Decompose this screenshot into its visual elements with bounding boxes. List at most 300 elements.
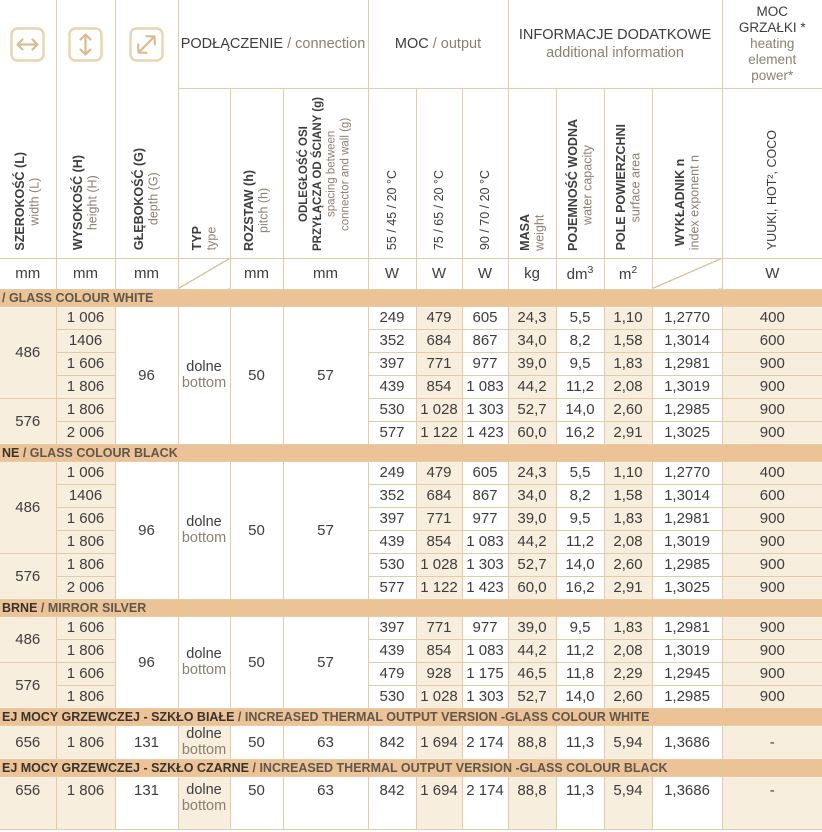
group-label-pl: INFORMACJE DODATKOWE (518, 26, 712, 43)
arrow-vertical-icon (57, 27, 115, 62)
data-cell: 1 694 (416, 776, 462, 829)
height-cell: 1 806 (56, 375, 115, 398)
height-cell: 1 006 (56, 306, 115, 329)
type-label-en: bottom (181, 797, 227, 814)
data-cell: 1 694 (416, 725, 462, 759)
data-cell: 900 (722, 398, 822, 421)
column-label-pl: POJEMNOŚĆ WODNA (565, 118, 580, 251)
column-label-en: pitch (h) (256, 187, 271, 233)
data-cell: 88,8 (508, 725, 556, 759)
rotated-label-wrap (369, 170, 416, 250)
unit-cell (230, 258, 283, 289)
data-cell: 900 (722, 576, 822, 599)
column-label-pl: ROZSTAW (h) (242, 169, 257, 251)
width-cell: 486 (0, 616, 56, 662)
data-cell: 577 (368, 576, 416, 599)
section-band (0, 759, 822, 776)
data-cell: 14,0 (556, 553, 604, 576)
depth-cell: 96 (115, 616, 178, 708)
data-row (0, 616, 822, 639)
group-header (508, 0, 722, 88)
unit-cell (508, 258, 556, 289)
height-cell: 1 806 (56, 398, 115, 421)
rotated-label-wrap (605, 124, 652, 250)
column-label-en: connector and wall (g) (339, 116, 352, 231)
data-cell: 842 (368, 776, 416, 829)
rotated-label-wrap (231, 170, 283, 251)
data-cell: 1 423 (462, 576, 508, 599)
unit-cell (604, 258, 652, 289)
column-header (368, 88, 416, 258)
rotated-label-wrap (0, 152, 56, 251)
rotated-label (673, 155, 702, 250)
group-label-en: additional information (546, 44, 684, 61)
data-cell: 1,2981 (652, 352, 722, 375)
data-row (0, 461, 822, 484)
unit-cell (556, 258, 604, 289)
height-cell: 1406 (56, 484, 115, 507)
unit-label: W (765, 265, 780, 282)
data-cell: 530 (368, 553, 416, 576)
section-title-en: / MIRROR SILVER (40, 600, 147, 615)
data-cell: 1,58 (604, 329, 652, 352)
type-label-en: bottom (181, 375, 227, 391)
data-cell: 439 (368, 375, 416, 398)
type-cell (178, 616, 230, 708)
height-cell: 1 806 (56, 725, 115, 759)
data-cell: 2,29 (604, 662, 652, 685)
rotated-label (432, 170, 446, 250)
data-cell: 439 (368, 530, 416, 553)
data-cell: 397 (368, 616, 416, 639)
group-label-en: heating (750, 35, 795, 51)
data-cell: 249 (368, 306, 416, 329)
data-cell: - (722, 725, 822, 759)
unit-cell (722, 258, 822, 289)
section-title-en: / INCREASED THERMAL OUTPUT VERSION -GLASS COLOUR WHITE (237, 709, 650, 724)
rotated-label-wrap (509, 214, 556, 251)
pitch-cell: 50 (230, 461, 283, 599)
data-cell: 11,2 (556, 639, 604, 662)
unit-label: mm (15, 265, 41, 282)
data-cell: 1,3019 (652, 530, 722, 553)
rotated-label-wrap (557, 119, 604, 251)
data-cell: 530 (368, 398, 416, 421)
data-cell: 600 (722, 484, 822, 507)
data-cell: - (722, 776, 822, 829)
data-cell: 1,58 (604, 484, 652, 507)
column-header (462, 88, 508, 258)
data-cell: 34,0 (508, 484, 556, 507)
data-cell: 11,2 (556, 375, 604, 398)
data-cell: 400 (722, 306, 822, 329)
data-cell: 684 (416, 329, 462, 352)
column-label-en: weight (532, 214, 547, 251)
data-cell: 600 (722, 329, 822, 352)
data-cell: 14,0 (556, 398, 604, 421)
data-cell: 1,83 (604, 352, 652, 375)
rotated-label (765, 130, 779, 250)
type-label-en: bottom (181, 530, 227, 546)
column-header (178, 88, 230, 258)
data-cell: 1 303 (462, 553, 508, 576)
column-header (416, 88, 462, 258)
unit-label: W (384, 265, 400, 282)
section-band (0, 708, 822, 725)
data-cell: 900 (722, 421, 822, 444)
type-cell (178, 461, 230, 599)
data-cell: 88,8 (508, 776, 556, 829)
height-cell: 1 806 (56, 639, 115, 662)
spacing-cell: 63 (283, 725, 368, 759)
unit-label: mm (244, 265, 269, 282)
data-cell: 9,5 (556, 352, 604, 375)
data-cell: 1,10 (604, 461, 652, 484)
column-label-en: type (204, 226, 218, 251)
data-cell: 60,0 (508, 421, 556, 444)
data-cell: 1,3014 (652, 484, 722, 507)
column-header (283, 88, 368, 258)
section-band-row (0, 759, 822, 776)
unit-label: kg (524, 265, 540, 282)
pitch-cell: 50 (230, 725, 283, 759)
data-cell: 1 083 (462, 375, 508, 398)
rotated-label (242, 170, 271, 251)
height-cell: 1 606 (56, 662, 115, 685)
data-cell: 60,0 (508, 576, 556, 599)
data-cell: 39,0 (508, 507, 556, 530)
column-label-pl: TYP (189, 226, 204, 251)
column-label-pl: 55 / 45 / 20 °C (384, 170, 399, 251)
data-cell: 8,2 (556, 329, 604, 352)
group-header (368, 0, 508, 88)
type-cell (178, 776, 230, 829)
data-cell: 249 (368, 461, 416, 484)
group-label-pl: MOC (394, 35, 429, 52)
group-label-pl: MOC (756, 3, 789, 19)
section-band (0, 444, 822, 461)
unit-cell (368, 258, 416, 289)
data-cell: 479 (416, 461, 462, 484)
data-cell: 1 028 (416, 553, 462, 576)
height-cell: 2 006 (56, 421, 115, 444)
table-header (0, 0, 822, 289)
data-cell: 771 (416, 352, 462, 375)
data-cell: 867 (462, 484, 508, 507)
type-label-pl: dolne (186, 514, 222, 530)
data-cell: 11,3 (556, 725, 604, 759)
column-label-en: index exponent n (687, 155, 702, 251)
data-cell: 1,2945 (652, 662, 722, 685)
column-header (230, 88, 283, 258)
data-cell: 2 174 (462, 725, 508, 759)
height-cell: 1406 (56, 329, 115, 352)
column-label-pl: PRZYŁĄCZA OD ŚCIANY (g) (311, 96, 324, 251)
group-label-en: / output (432, 35, 482, 52)
dimension-column-header (0, 0, 56, 258)
unit-cell (115, 258, 178, 289)
data-cell: 900 (722, 662, 822, 685)
data-row (0, 306, 822, 329)
column-label-pl: GŁĘBOKOŚĆ (G) (132, 148, 147, 251)
column-header (604, 88, 652, 258)
data-cell: 2,91 (604, 576, 652, 599)
column-label-pl: SZEROKOŚĆ (L) (13, 151, 28, 251)
column-header (508, 88, 556, 258)
data-cell: 2,60 (604, 398, 652, 421)
width-cell: 576 (0, 553, 56, 599)
unit-cell (0, 258, 56, 289)
data-cell: 24,3 (508, 306, 556, 329)
data-cell: 1,3019 (652, 375, 722, 398)
data-cell: 5,94 (604, 776, 652, 829)
rotated-label-wrap (57, 155, 115, 250)
section-band-row (0, 444, 822, 461)
data-cell: 39,0 (508, 616, 556, 639)
type-cell (178, 725, 230, 759)
column-label-pl: WYSOKOŚĆ (H) (71, 155, 86, 251)
data-cell: 8,2 (556, 484, 604, 507)
rotated-label (71, 155, 100, 250)
no-unit-cell (652, 258, 722, 289)
pitch-cell: 50 (230, 306, 283, 444)
data-cell: 1,2770 (652, 306, 722, 329)
pitch-cell: 50 (230, 616, 283, 708)
data-cell: 900 (722, 616, 822, 639)
rotated-label (298, 97, 353, 251)
data-cell: 1 423 (462, 421, 508, 444)
column-label-pl: MASA (517, 213, 532, 251)
group-label-en: / connection (287, 35, 366, 52)
column-label-pl: POLE POWIERZCHNI (613, 124, 628, 251)
column-label-en: height (H) (85, 175, 100, 231)
data-cell: 900 (722, 352, 822, 375)
column-label-en: spacing between (325, 130, 338, 217)
depth-cell: 131 (115, 725, 178, 759)
group-label-en: element (748, 51, 797, 67)
data-cell: 34,0 (508, 329, 556, 352)
column-header (722, 88, 822, 258)
group-label-pl: PODŁĄCZENIE (180, 35, 284, 52)
section-title-en: / INCREASED THERMAL OUTPUT VERSION -GLASS COLOUR BLACK (252, 760, 668, 775)
height-cell: 1 806 (56, 776, 115, 829)
rotated-label (566, 119, 595, 251)
data-cell: 1,3686 (652, 725, 722, 759)
width-cell: 576 (0, 398, 56, 444)
data-cell: 44,2 (508, 530, 556, 553)
data-cell: 684 (416, 484, 462, 507)
rotated-label-wrap (723, 130, 822, 250)
unit-label: mm (313, 265, 338, 282)
section-band-row (0, 289, 822, 306)
data-cell: 11,8 (556, 662, 604, 685)
group-label-en: power* (751, 67, 794, 83)
data-cell: 1,83 (604, 616, 652, 639)
data-row (0, 725, 822, 759)
height-cell: 1 006 (56, 461, 115, 484)
data-cell: 16,2 (556, 576, 604, 599)
data-cell: 1,2985 (652, 398, 722, 421)
data-cell: 479 (416, 306, 462, 329)
data-cell: 39,0 (508, 352, 556, 375)
unit-cell (462, 258, 508, 289)
data-cell: 1,2985 (652, 685, 722, 708)
unit-label: m (618, 266, 632, 283)
rotated-label (385, 170, 399, 250)
unit-superscript: 3 (587, 264, 594, 276)
dimension-column-header (56, 0, 115, 258)
width-cell: 576 (0, 662, 56, 708)
data-cell: 5,5 (556, 461, 604, 484)
data-cell: 928 (416, 662, 462, 685)
width-cell: 656 (0, 725, 56, 759)
height-cell: 1 806 (56, 530, 115, 553)
data-cell: 1,2981 (652, 507, 722, 530)
data-cell: 900 (722, 639, 822, 662)
data-cell: 400 (722, 461, 822, 484)
column-label-pl: ODLEGŁOŚĆ OSI (297, 125, 310, 222)
data-cell: 854 (416, 375, 462, 398)
width-cell: 486 (0, 306, 56, 398)
type-label-pl: dolne (186, 359, 222, 375)
section-title-pl: BRNE (2, 600, 38, 615)
data-cell: 1,83 (604, 507, 652, 530)
unit-label: mm (134, 265, 159, 282)
data-cell: 397 (368, 507, 416, 530)
height-cell: 1 806 (56, 553, 115, 576)
height-cell: 1 606 (56, 616, 115, 639)
data-cell: 2,08 (604, 375, 652, 398)
spacing-cell: 63 (283, 776, 368, 829)
data-cell: 1,2981 (652, 616, 722, 639)
data-cell: 977 (462, 507, 508, 530)
data-cell: 52,7 (508, 398, 556, 421)
data-cell: 397 (368, 352, 416, 375)
data-cell: 1 028 (416, 685, 462, 708)
data-cell: 1,3019 (652, 639, 722, 662)
data-cell: 9,5 (556, 616, 604, 639)
column-label-en: water capacity (580, 144, 595, 225)
data-cell: 52,7 (508, 685, 556, 708)
rotated-label (518, 214, 547, 251)
type-label-pl: dolne (186, 726, 222, 742)
data-cell: 605 (462, 461, 508, 484)
unit-label: dm (566, 266, 588, 283)
height-cell: 2 006 (56, 576, 115, 599)
column-label-pl: 75 / 65 / 20 °C (431, 170, 446, 251)
data-cell: 605 (462, 306, 508, 329)
data-cell: 11,2 (556, 530, 604, 553)
spacing-cell: 57 (283, 616, 368, 708)
type-cell (178, 306, 230, 444)
data-cell: 479 (368, 662, 416, 685)
type-label-pl: dolne (186, 646, 222, 662)
data-cell: 771 (416, 616, 462, 639)
no-unit-cell (178, 258, 230, 289)
arrow-horizontal-icon (0, 27, 56, 62)
data-cell: 900 (722, 553, 822, 576)
height-cell: 1 606 (56, 352, 115, 375)
data-cell: 577 (368, 421, 416, 444)
type-label-pl: dolne (186, 781, 222, 798)
column-header (652, 88, 722, 258)
data-cell: 867 (462, 329, 508, 352)
data-cell: 1 083 (462, 639, 508, 662)
pitch-cell: 50 (230, 776, 283, 829)
rotated-label (614, 124, 643, 250)
data-cell: 1,10 (604, 306, 652, 329)
data-cell: 900 (722, 507, 822, 530)
section-band (0, 599, 822, 616)
group-header-row (0, 0, 822, 88)
data-cell: 900 (722, 530, 822, 553)
data-cell: 5,94 (604, 725, 652, 759)
data-cell: 2,60 (604, 685, 652, 708)
unit-label: W (431, 265, 447, 282)
data-cell: 14,0 (556, 685, 604, 708)
rotated-label-wrap (653, 155, 722, 250)
column-label-pl: YUUKI, HOT², COCO (765, 130, 780, 251)
group-header (178, 0, 368, 88)
data-cell: 1 122 (416, 421, 462, 444)
data-cell: 46,5 (508, 662, 556, 685)
column-label-pl: WYKŁADNIK n (672, 159, 687, 247)
section-title-en: / GLASS COLOUR WHITE (2, 290, 154, 305)
spacing-cell: 57 (283, 306, 368, 444)
data-cell: 2,91 (604, 421, 652, 444)
data-cell: 16,2 (556, 421, 604, 444)
data-cell: 771 (416, 507, 462, 530)
data-cell: 977 (462, 352, 508, 375)
data-cell: 1,3014 (652, 329, 722, 352)
section-title-pl: NE (2, 445, 20, 460)
height-cell: 1 606 (56, 507, 115, 530)
section-title-pl: EJ MOCY GRZEWCZEJ - SZKŁO BIAŁE (2, 709, 235, 724)
column-label-en: surface area (628, 152, 643, 223)
dimension-column-header (115, 0, 178, 258)
unit-cell (416, 258, 462, 289)
unit-cell (283, 258, 368, 289)
rotated-label (478, 170, 492, 250)
data-cell: 44,2 (508, 639, 556, 662)
width-cell: 486 (0, 461, 56, 553)
height-cell: 1 806 (56, 685, 115, 708)
data-cell: 900 (722, 375, 822, 398)
rotated-label (13, 152, 42, 251)
unit-cell (56, 258, 115, 289)
data-cell: 439 (368, 639, 416, 662)
unit-row (0, 258, 822, 289)
data-cell: 1 083 (462, 530, 508, 553)
data-cell: 1 175 (462, 662, 508, 685)
section-title-pl: EJ MOCY GRZEWCZEJ - SZKŁO CZARNE (2, 760, 250, 775)
rotated-label-wrap (284, 97, 368, 251)
data-cell: 1 303 (462, 398, 508, 421)
data-cell: 1 122 (416, 576, 462, 599)
data-cell: 1,2770 (652, 461, 722, 484)
data-cell: 24,3 (508, 461, 556, 484)
depth-cell: 96 (115, 461, 178, 599)
rotated-label (190, 226, 219, 250)
data-cell: 9,5 (556, 507, 604, 530)
rotated-label (132, 148, 161, 250)
data-cell: 977 (462, 616, 508, 639)
unit-label: mm (73, 265, 98, 282)
data-cell: 530 (368, 685, 416, 708)
arrow-diagonal-icon (116, 27, 178, 62)
depth-cell: 96 (115, 306, 178, 444)
unit-superscript: 2 (631, 264, 638, 276)
